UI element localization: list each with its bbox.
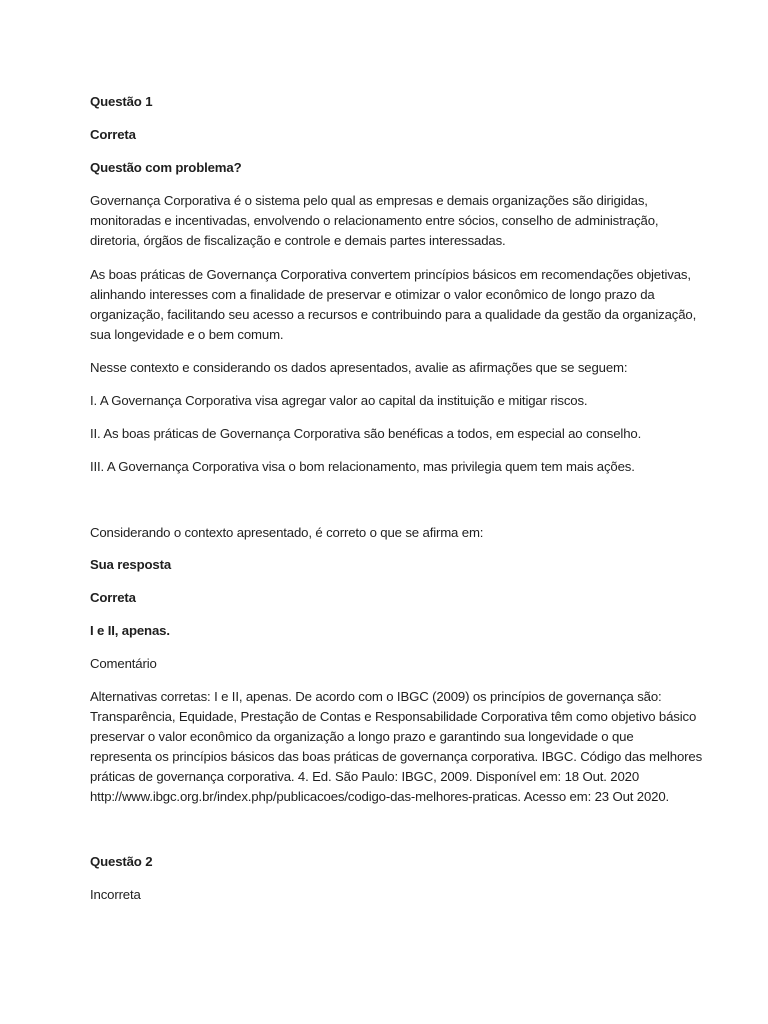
paragraph-line: diretoria, órgãos de fiscalização e controle e demais partes interessadas. <box>90 233 506 248</box>
comment-line: práticas de governança corporativa. 4. Ed. São Paulo: IBGC, 2009. Disponível em: 18 Out. 2020 <box>90 769 640 784</box>
statement-1: I. A Governança Corporativa visa agregar valor ao capital da instituição e mitigar riscos. <box>90 393 588 408</box>
paragraph-line: organização, facilitando seu acesso a recursos e contribuindo para a qualidade da gestão da organização, <box>90 307 697 322</box>
paragraph-line: Governança Corporativa é o sistema pelo qual as empresas e demais organizações são dirigidas, <box>90 193 648 208</box>
paragraph-line: alinhando interesses com a finalidade de preservar e otimizar o valor econômico de longo prazo da <box>90 287 655 302</box>
report-problem-link[interactable]: Questão com problema? <box>90 160 242 175</box>
selected-answer: I e II, apenas. <box>90 623 170 638</box>
question-1-status: Correta <box>90 127 136 142</box>
question-text: Considerando o contexto apresentado, é correto o que se afirma em: <box>90 525 484 540</box>
comment-line: representa os princípios básicos das boas práticas de governança corporativa. IBGC. Código das melhores <box>90 749 703 764</box>
statement-3: III. A Governança Corporativa visa o bom relacionamento, mas privilegia quem tem mais ações. <box>90 459 635 474</box>
comment-line: Alternativas corretas: I e II, apenas. De acordo com o IBGC (2009) os princípios de governança são: <box>90 689 662 704</box>
statement-2: II. As boas práticas de Governança Corporativa são benéficas a todos, em especial ao conselho. <box>90 426 642 441</box>
paragraph-line: sua longevidade e o bem comum. <box>90 327 284 342</box>
answer-status: Correta <box>90 590 136 605</box>
your-answer-label: Sua resposta <box>90 557 172 572</box>
paragraph-line: monitoradas e incentivadas, envolvendo o relacionamento entre sócios, conselho de administração, <box>90 213 659 228</box>
evaluation-prompt: Nesse contexto e considerando os dados apresentados, avalie as afirmações que se seguem: <box>90 360 628 375</box>
comment-line: http://www.ibgc.org.br/index.php/publicacoes/codigo-das-melhores-praticas. Acesso em: 23 Out 2020. <box>90 789 670 804</box>
question-2-status: Incorreta <box>90 887 141 902</box>
paragraph-line: As boas práticas de Governança Corporativa convertem princípios básicos em recomendações objetivas, <box>90 267 691 282</box>
comment-line: preservar o valor econômico da organização a longo prazo e garantindo sua longevidade o que <box>90 729 634 744</box>
question-1-heading: Questão 1 <box>90 94 153 109</box>
question-2-heading: Questão 2 <box>90 854 153 869</box>
comment-label: Comentário <box>90 656 157 671</box>
comment-line: Transparência, Equidade, Prestação de Contas e Responsabilidade Corporativa têm como objetivo básico <box>90 709 697 724</box>
